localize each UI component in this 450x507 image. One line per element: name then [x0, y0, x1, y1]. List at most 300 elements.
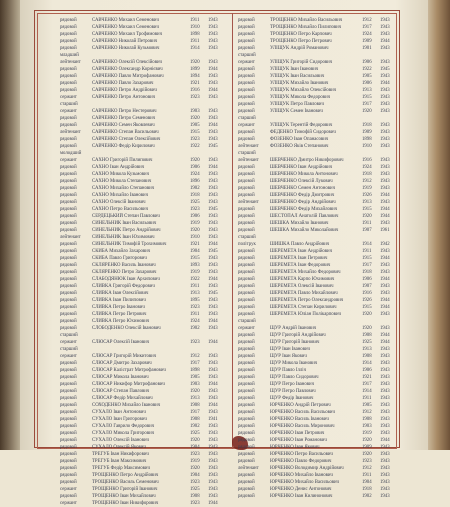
entry-rank: рядовой [60, 137, 77, 142]
entry-birth-year: 1909 [362, 39, 372, 44]
entry-death-year: 1944 [380, 214, 390, 219]
memorial-entry-row [238, 332, 398, 339]
entry-rank: рядовой [60, 39, 77, 44]
memorial-entry-row [60, 101, 226, 108]
entry-death-year: 1961 [380, 228, 390, 233]
entry-rank: рядовой [60, 214, 77, 219]
entry-death-year: 1944 [380, 207, 390, 212]
memorial-entry-row [60, 164, 226, 171]
entry-birth-year: 1913 [362, 200, 372, 205]
entry-death-year: 1943 [208, 445, 218, 450]
entry-birth-year: 1909 [362, 445, 372, 450]
entry-rank: рядовой [238, 179, 255, 184]
entry-death-year: 1943 [208, 221, 218, 226]
entry-birth-year: 1910 [190, 25, 200, 30]
entry-name: УЛІЩУК Михайло Олексійович [270, 88, 337, 93]
entry-name: ЮРЧЕНКО Володимир Андрійович [270, 466, 344, 471]
entry-birth-year: 1915 [190, 256, 200, 261]
entry-death-year: 1943 [380, 263, 390, 268]
entry-rank: рядовой [238, 305, 255, 310]
memorial-entry-row [238, 465, 398, 472]
memorial-entry-row [238, 66, 398, 73]
entry-birth-year: 1913 [190, 396, 200, 401]
entry-death-year: 1943 [380, 480, 390, 485]
entry-birth-year: 1912 [362, 179, 372, 184]
entry-name: ТРОЩЕНКО Петро Андрійович [92, 473, 159, 478]
entry-death-year: 1943 [208, 179, 218, 184]
entry-name: ШЕВЧЕНКО Федір Дмитрович [270, 193, 335, 198]
entry-death-year: 1945 [208, 207, 218, 212]
memorial-entry-row [60, 17, 226, 24]
entry-name: УЛІЩУК Іван Васильович [270, 74, 325, 79]
memorial-entry-row [238, 171, 398, 178]
memorial-entry-row [60, 262, 226, 269]
memorial-entry-row [238, 213, 398, 220]
entry-name: ШЕРЕМЕТА Іван Петрович [270, 256, 328, 261]
entry-name: ЩУР Павло Сидорович [270, 375, 319, 380]
memorial-entry-row [60, 94, 226, 101]
entry-rank: старший [238, 235, 256, 240]
entry-rank: рядовой [60, 459, 77, 464]
entry-rank: рядовой [238, 263, 255, 268]
entry-birth-year: 1907 [362, 228, 372, 233]
entry-death-year: 1943 [208, 95, 218, 100]
entry-rank: рядовой [60, 18, 77, 23]
entry-birth-year: 1898 [362, 137, 372, 142]
entry-rank: рядовой [60, 389, 77, 394]
entry-birth-year: 1921 [362, 375, 372, 380]
entry-death-year: 1943 [208, 396, 218, 401]
entry-birth-year: 1920 [190, 466, 200, 471]
entry-birth-year: 1911 [190, 312, 200, 317]
entry-death-year: 1943 [380, 466, 390, 471]
entry-rank: рядовой [238, 480, 255, 485]
entry-death-year: 1944 [208, 277, 218, 282]
memorial-entry-row [60, 479, 226, 486]
entry-death-year: 1943 [380, 473, 390, 478]
entry-rank: рядовой [238, 67, 255, 72]
entry-birth-year: 1912 [190, 354, 200, 359]
entry-rank: рядовой [60, 494, 77, 499]
entry-death-year: 1944 [380, 305, 390, 310]
entry-death-year: 1943 [208, 193, 218, 198]
entry-rank: старший [60, 333, 78, 338]
entry-rank: рядовой [238, 18, 255, 23]
entry-rank: рядовой [60, 123, 77, 128]
entry-name: СИНЕЛЬНИК Петро Андрійович [92, 228, 161, 233]
memorial-entry-row [238, 402, 398, 409]
entry-rank: рядовой [238, 487, 255, 492]
memorial-entry-row [238, 115, 398, 122]
entry-rank: рядовой [60, 312, 77, 317]
entry-birth-year: 1913 [190, 291, 200, 296]
entry-rank: рядовой [60, 403, 77, 408]
entry-death-year: 1943 [208, 466, 218, 471]
memorial-entry-row [238, 423, 398, 430]
entry-death-year: 1943 [208, 32, 218, 37]
entry-rank: рядовой [238, 298, 255, 303]
memorial-entry-row [60, 31, 226, 38]
entry-birth-year: 1915 [190, 130, 200, 135]
memorial-entry-row [238, 311, 398, 318]
entry-death-year: 1943 [380, 487, 390, 492]
entry-death-year: 1944 [208, 242, 218, 247]
entry-birth-year: 1907 [362, 284, 372, 289]
entry-birth-year: 1920 [362, 438, 372, 443]
entry-birth-year: 1917 [362, 382, 372, 387]
entry-death-year: 1944 [208, 319, 218, 324]
entry-death-year: 1943 [208, 480, 218, 485]
entry-rank: рядовой [60, 81, 77, 86]
entry-name: САВЧЕНКО Олексій Олексійович [92, 60, 162, 65]
entry-name: САХНО Олексій Іванович [92, 200, 146, 205]
memorial-entry-row [238, 24, 398, 31]
entry-birth-year: 1920 [190, 158, 200, 163]
entry-name: ЮРЧЕНКО Михайло Іванович [270, 473, 333, 478]
entry-death-year: 1943 [380, 137, 390, 142]
memorial-entry-row [60, 213, 226, 220]
entry-name: САВЧЕНКО Николай Кузьмович [92, 46, 160, 51]
entry-birth-year: 1905 [362, 403, 372, 408]
entry-death-year: 1944 [208, 67, 218, 72]
entry-name: ЮРЧЕНКО Іван Якович [270, 445, 320, 450]
entry-birth-year: 1912 [362, 466, 372, 471]
entry-name: СЛЮСАР Калістрат Митрофанович [92, 368, 166, 373]
entry-name: СЛЮСАР Григорій Микитович [92, 354, 157, 359]
memorial-entry-row [60, 465, 226, 472]
entry-birth-year: 1920 [190, 60, 200, 65]
entry-name: ЮРЧЕНКО Василь Іванович [270, 417, 329, 422]
entry-rank: рядовой [238, 102, 255, 107]
entry-name: ТРЕГУБ Федір Максимович [92, 466, 150, 471]
entry-death-year: 1944 [380, 438, 390, 443]
memorial-entry-row [60, 374, 226, 381]
entry-death-year: 1944 [380, 81, 390, 86]
entry-rank: рядовой [238, 284, 255, 289]
entry-name: САВЧЕНКО Николай Петрович [92, 39, 158, 44]
memorial-entry-row [60, 269, 226, 276]
entry-name: ШЕРЕМЕТА Павло Михайлович [270, 291, 338, 296]
entry-death-year: 1943 [208, 284, 218, 289]
entry-name: СУХАЛО Гаврило Федорович [92, 424, 155, 429]
memorial-entry-row [238, 52, 398, 59]
entry-name: САВЧЕНКО Петро Нестерович [92, 109, 157, 114]
entry-death-year: 1943 [380, 46, 390, 51]
entry-death-year: 1943 [208, 109, 218, 114]
entry-name: САХНО Михайло Іванович [92, 193, 149, 198]
entry-rank: сержант [60, 109, 77, 114]
entry-death-year: 1944 [380, 333, 390, 338]
entry-rank: рядовой [238, 417, 255, 422]
memorial-entry-row [60, 402, 226, 409]
entry-death-year: 1942 [380, 242, 390, 247]
entry-death-year: 1943 [380, 417, 390, 422]
entry-rank: рядовой [60, 284, 77, 289]
memorial-entry-row [60, 297, 226, 304]
entry-birth-year: 1896 [190, 179, 200, 184]
entry-rank: рядовой [238, 88, 255, 93]
memorial-entry-row [238, 493, 398, 500]
entry-birth-year: 1923 [190, 137, 200, 142]
entry-rank: младший [60, 53, 79, 58]
memorial-entry-row [60, 248, 226, 255]
entry-rank: рядовой [238, 403, 255, 408]
entry-rank: рядовой [60, 200, 77, 205]
entry-birth-year: 1918 [190, 193, 200, 198]
memorial-entry-row [238, 234, 398, 241]
entry-birth-year: 1915 [362, 256, 372, 261]
memorial-entry-row [60, 311, 226, 318]
entry-birth-year: 1898 [190, 32, 200, 37]
entry-birth-year: 1913 [362, 347, 372, 352]
memorial-entry-row [238, 241, 398, 248]
entry-name: СЕРДЕЦЬКИЙ Степан Павлович [92, 214, 160, 219]
entry-rank: рядовой [238, 473, 255, 478]
entry-birth-year: 1905 [190, 123, 200, 128]
memorial-entry-row [60, 416, 226, 423]
entry-rank: лейтенант [60, 235, 81, 240]
entry-name: ШЕВЧЕНКО Микола Антонович [270, 172, 338, 177]
memorial-entry-row [238, 430, 398, 437]
entry-death-year: 1943 [380, 431, 390, 436]
entry-rank: рядовой [60, 228, 77, 233]
entry-death-year: 1945 [380, 67, 390, 72]
entry-name: ЮРЧЕНКО Денис Антонович [270, 487, 332, 492]
memorial-entry-row [238, 346, 398, 353]
entry-rank: рядовой [60, 249, 77, 254]
entry-rank: рядовой [60, 368, 77, 373]
entry-death-year: 1944 [208, 165, 218, 170]
memorial-entry-row [60, 325, 226, 332]
entry-rank: рядовой [238, 186, 255, 191]
entry-rank: рядовой [60, 305, 77, 310]
entry-name: ШЕШКА Михайло Іванович [270, 221, 329, 226]
entry-birth-year: 1902 [362, 494, 372, 499]
memorial-entry-row [238, 178, 398, 185]
entry-name: ШЕВЧЕНКО Федір Михайлович [270, 207, 338, 212]
entry-rank: рядовой [238, 389, 255, 394]
memorial-list-left-column [60, 17, 226, 507]
entry-death-year: 1943 [380, 354, 390, 359]
entry-birth-year: 1908 [190, 403, 200, 408]
entry-birth-year: 1921 [190, 81, 200, 86]
entry-birth-year: 1903 [362, 424, 372, 429]
entry-rank: сержант [238, 60, 255, 65]
entry-death-year: 1943 [208, 410, 218, 415]
entry-name: СЛИВКА Петро Іванович [92, 305, 145, 310]
entry-death-year: 1944 [208, 501, 218, 506]
entry-birth-year: 1923 [190, 452, 200, 457]
entry-rank: рядовой [238, 193, 255, 198]
memorial-entry-row [238, 472, 398, 479]
entry-rank: рядовой [60, 466, 77, 471]
entry-name: ШЕРЕМЕТА Іван Андрійович [270, 249, 333, 254]
memorial-entry-row [60, 171, 226, 178]
memorial-entry-row [60, 24, 226, 31]
entry-rank: рядовой [60, 242, 77, 247]
entry-name: СЛИВКА Петро Юхимович [92, 319, 150, 324]
entry-name: ТРОЩЕНКО Григорій Іванович [92, 487, 158, 492]
memorial-entry-row [60, 430, 226, 437]
entry-death-year: 1943 [380, 494, 390, 499]
entry-death-year: 1943 [380, 144, 390, 149]
entry-rank: старший [238, 53, 256, 58]
entry-rank: рядовой [60, 221, 77, 226]
entry-rank: рядовой [238, 333, 255, 338]
entry-name: СЛИВКА Григорій Федорович [92, 284, 155, 289]
entry-name: УЛІЩУК Михайло Іванович [270, 81, 329, 86]
entry-name: ЮРЧЕНКО Іван Романович [270, 438, 327, 443]
entry-name: ЮРЧЕНКО Павло Федорович [270, 459, 332, 464]
memorial-entry-row [238, 17, 398, 24]
memorial-entry-row [60, 472, 226, 479]
entry-death-year: 1943 [380, 368, 390, 373]
entry-name: ЩУР Павло Ілліч [270, 368, 307, 373]
entry-death-year: 1943 [208, 326, 218, 331]
entry-birth-year: 1916 [362, 291, 372, 296]
entry-death-year: 1943 [380, 165, 390, 170]
entry-death-year: 1943 [380, 200, 390, 205]
entry-birth-year: 1920 [190, 438, 200, 443]
entry-rank: рядовой [238, 445, 255, 450]
entry-name: САВЧЕНКО Степан Олексійович [92, 137, 161, 142]
entry-rank: рядовой [238, 95, 255, 100]
entry-birth-year: 1914 [362, 242, 372, 247]
entry-death-year: 1944 [380, 193, 390, 198]
entry-rank: сержант [60, 95, 77, 100]
memorial-entry-row [238, 395, 398, 402]
memorial-entry-row [238, 199, 398, 206]
entry-death-year: 1943 [380, 284, 390, 289]
entry-rank: рядовой [238, 361, 255, 366]
entry-rank: рядовой [238, 256, 255, 261]
entry-rank: рядовой [60, 326, 77, 331]
entry-death-year: 1943 [380, 158, 390, 163]
entry-birth-year: 1908 [190, 417, 200, 422]
column-divider-rule [232, 13, 233, 449]
memorial-entry-row [60, 332, 226, 339]
entry-death-year: 1943 [380, 221, 390, 226]
entry-birth-year: 1919 [362, 431, 372, 436]
memorial-entry-row [238, 150, 398, 157]
entry-death-year: 1943 [208, 130, 218, 135]
entry-name: САВЧЕНКО Степан Васильович [92, 130, 159, 135]
entry-death-year: 1944 [208, 340, 218, 345]
entry-rank: рядовой [238, 424, 255, 429]
entry-name: ТРОЩЕНКО Іван Михайлович [92, 494, 156, 499]
entry-name: САХНО Петро Васильович [92, 207, 149, 212]
entry-rank: рядовой [238, 228, 255, 233]
memorial-entry-row [60, 437, 226, 444]
entry-death-year: 1943 [208, 389, 218, 394]
entry-death-year: 1943 [208, 228, 218, 233]
entry-rank: рядовой [238, 452, 255, 457]
entry-death-year: 1944 [208, 88, 218, 93]
entry-death-year: 1943 [380, 109, 390, 114]
entry-birth-year: 1894 [190, 74, 200, 79]
entry-name: ЮРЧЕНКО Іван Петрович [270, 431, 325, 436]
entry-name: ЩУР Іван Якович [270, 354, 307, 359]
memorial-entry-row [60, 276, 226, 283]
entry-death-year: 1944 [208, 403, 218, 408]
entry-birth-year: 1910 [362, 144, 372, 149]
entry-death-year: 1941 [208, 417, 218, 422]
memorial-entry-row [238, 38, 398, 45]
entry-death-year: 1943 [208, 158, 218, 163]
entry-rank: рядовой [238, 270, 255, 275]
entry-rank: рядовой [60, 186, 77, 191]
entry-death-year: 1943 [380, 18, 390, 23]
memorial-entry-row [60, 290, 226, 297]
entry-birth-year: 1911 [362, 396, 372, 401]
memorial-entry-row [60, 59, 226, 66]
entry-name: САВЧЕНКО Павло Захарович [92, 81, 154, 86]
entry-name: ЮРЧЕНКО Петро Васильович [270, 452, 333, 457]
memorial-entry-row [238, 80, 398, 87]
entry-birth-year: 1919 [190, 459, 200, 464]
entry-death-year: 1943 [380, 424, 390, 429]
entry-birth-year: 1925 [190, 431, 200, 436]
entry-death-year: 1943 [380, 312, 390, 317]
entry-birth-year: 1908 [362, 417, 372, 422]
entry-rank: рядовой [238, 81, 255, 86]
entry-birth-year: 1923 [190, 207, 200, 212]
entry-death-year: 1943 [208, 354, 218, 359]
entry-birth-year: 1924 [362, 32, 372, 37]
entry-birth-year: 1923 [190, 480, 200, 485]
entry-rank: рядовой [238, 277, 255, 282]
entry-birth-year: 1906 [362, 60, 372, 65]
memorial-entry-row [238, 290, 398, 297]
entry-death-year: 1943 [208, 431, 218, 436]
entry-name: СЛЮСАР Степан Павлович [92, 389, 150, 394]
entry-birth-year: 1902 [190, 424, 200, 429]
memorial-entry-row [60, 108, 226, 115]
entry-death-year: 1945 [208, 249, 218, 254]
entry-name: ЩУР Григорій Андрійович [270, 333, 326, 338]
memorial-entry-row [238, 73, 398, 80]
entry-rank: старший [238, 116, 256, 121]
entry-birth-year: 1917 [190, 361, 200, 366]
memorial-entry-row [60, 52, 226, 59]
entry-birth-year: 1898 [190, 368, 200, 373]
entry-name: САВЧЕНКО Семен Яковлевич [92, 123, 155, 128]
entry-rank: рядовой [60, 396, 77, 401]
entry-death-year: 1943 [208, 305, 218, 310]
memorial-entry-row [238, 318, 398, 325]
entry-rank: рядовой [238, 39, 255, 44]
entry-rank: рядовой [238, 347, 255, 352]
entry-name: ТРЕГУБ Іван Максимович [92, 459, 147, 464]
entry-death-year: 1943 [208, 452, 218, 457]
entry-death-year: 1943 [208, 487, 218, 492]
entry-birth-year: 1906 [362, 81, 372, 86]
memorial-entry-row [238, 304, 398, 311]
entry-birth-year: 1911 [362, 473, 372, 478]
entry-rank: рядовой [60, 74, 77, 79]
entry-birth-year: 1925 [190, 200, 200, 205]
entry-rank: рядовой [60, 172, 77, 177]
memorial-entry-row [238, 31, 398, 38]
memorial-entry-row [60, 346, 226, 353]
entry-death-year: 1943 [208, 312, 218, 317]
entry-birth-year: 1902 [190, 326, 200, 331]
entry-name: ШЕРЕМЕТА Михайло Федорович [270, 270, 341, 275]
entry-name: СЛЮСАР Никифор Митрофанович [92, 382, 165, 387]
entry-rank: рядовой [238, 109, 255, 114]
entry-rank: рядовой [60, 445, 77, 450]
entry-death-year: 1943 [380, 347, 390, 352]
